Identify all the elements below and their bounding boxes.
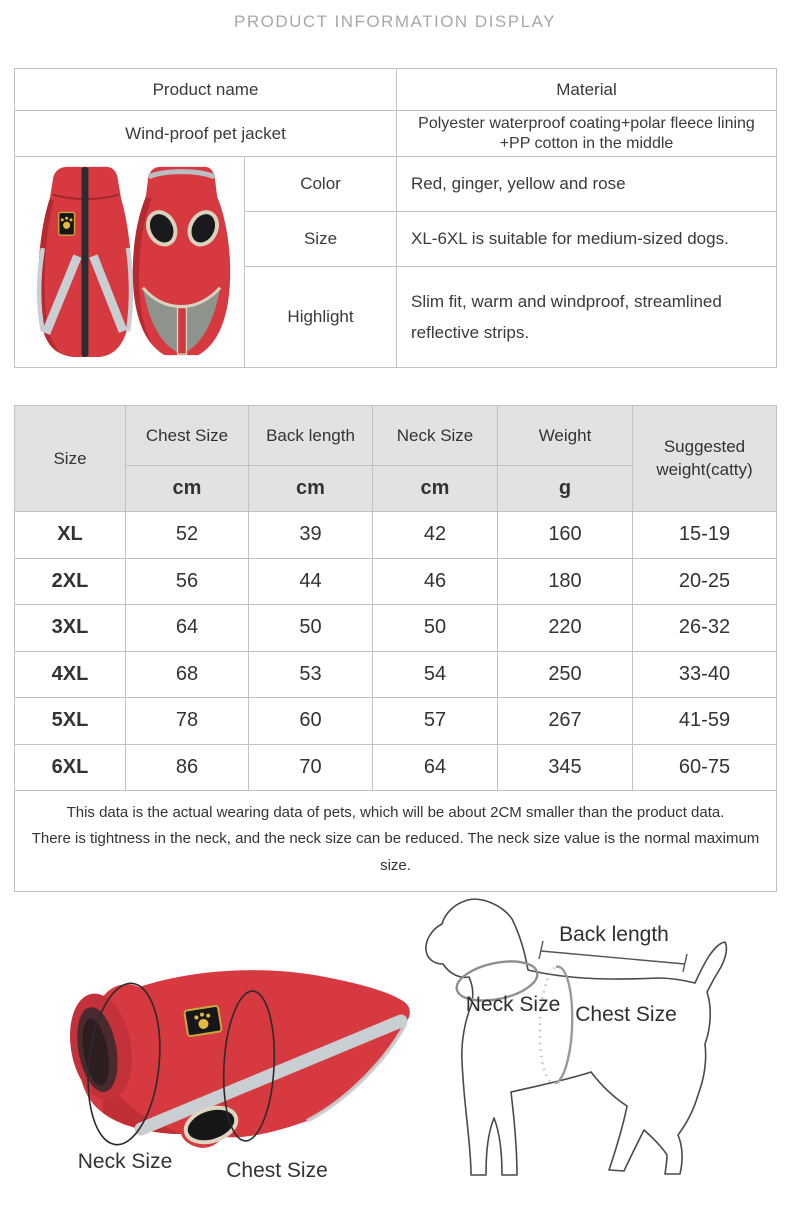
cell-suggested: 26-32 bbox=[633, 605, 777, 652]
product-photo-cell bbox=[15, 157, 245, 368]
cell-suggested: 33-40 bbox=[633, 651, 777, 698]
col-header-size: Size bbox=[15, 406, 126, 512]
cell-neck: 64 bbox=[373, 744, 498, 791]
size-row-2xl bbox=[15, 558, 777, 605]
cell-chest: 64 bbox=[126, 605, 249, 652]
jacket-front-view bbox=[132, 167, 229, 355]
size-chart-header-row bbox=[15, 406, 777, 466]
size-row-6xl bbox=[15, 744, 777, 791]
size-value: XL-6XL is suitable for medium-sized dogs. bbox=[397, 211, 777, 267]
dog-neck-size-label: Neck Size bbox=[465, 993, 561, 1016]
cell-neck: 54 bbox=[373, 651, 498, 698]
cell-suggested: 20-25 bbox=[633, 558, 777, 605]
cell-back: 70 bbox=[249, 744, 373, 791]
unit-cm: cm bbox=[373, 466, 498, 512]
cell-back: 50 bbox=[249, 605, 373, 652]
size-label: Size bbox=[245, 211, 397, 267]
dog-chest-ring-dotted bbox=[540, 967, 556, 1083]
note-line-2: There is tightness in the neck, and the neck size can be reduced. The neck size value is the normal maximum size. bbox=[31, 830, 760, 874]
cell-back: 60 bbox=[249, 698, 373, 745]
cell-weight: 180 bbox=[498, 558, 633, 605]
cell-back: 53 bbox=[249, 651, 373, 698]
product-photo bbox=[16, 157, 244, 362]
cell-suggested: 41-59 bbox=[633, 698, 777, 745]
info-value-row bbox=[15, 111, 777, 157]
cell-back: 39 bbox=[249, 512, 373, 559]
size-chart-table bbox=[14, 405, 777, 892]
cell-chest: 68 bbox=[126, 651, 249, 698]
cell-chest: 52 bbox=[126, 512, 249, 559]
size-row-4xl bbox=[15, 651, 777, 698]
cell-chest: 56 bbox=[126, 558, 249, 605]
cell-weight: 267 bbox=[498, 698, 633, 745]
size-chart-note bbox=[15, 791, 777, 892]
cell-weight: 250 bbox=[498, 651, 633, 698]
color-label: Color bbox=[245, 157, 397, 212]
highlight-value: Slim fit, warm and windproof, streamlined reflective strips. bbox=[397, 267, 777, 368]
product-name-value: Wind-proof pet jacket bbox=[15, 111, 397, 157]
cell-size: XL bbox=[15, 512, 126, 559]
zipper bbox=[81, 167, 88, 357]
cell-size: 5XL bbox=[15, 698, 126, 745]
dog-chest-ring bbox=[556, 967, 572, 1083]
material-value: Polyester waterproof coating+polar fleece lining +PP cotton in the middle bbox=[397, 111, 777, 157]
paw-logo-icon bbox=[184, 1006, 222, 1037]
cell-neck: 57 bbox=[373, 698, 498, 745]
info-header-row bbox=[15, 69, 777, 111]
cell-size: 3XL bbox=[15, 605, 126, 652]
col-header-back: Back length bbox=[249, 406, 373, 466]
size-row-xl bbox=[15, 512, 777, 559]
highlight-label: Highlight bbox=[245, 267, 397, 368]
note-line-1: This data is the actual wearing data of pets, which will be about 2CM smaller than the product data. bbox=[66, 804, 725, 821]
dog-chest-size-label: Chest Size bbox=[575, 1003, 677, 1026]
cell-size: 2XL bbox=[15, 558, 126, 605]
color-row bbox=[15, 157, 777, 212]
cell-neck: 50 bbox=[373, 605, 498, 652]
size-row-5xl bbox=[15, 698, 777, 745]
color-value: Red, ginger, yellow and rose bbox=[397, 157, 777, 212]
jacket-neck-size-label: Neck Size bbox=[77, 1150, 173, 1173]
dog-measurement-diagram bbox=[415, 885, 787, 1195]
unit-cm: cm bbox=[126, 466, 249, 512]
cell-chest: 78 bbox=[126, 698, 249, 745]
jacket-measurement-illustration bbox=[5, 935, 425, 1185]
cell-suggested: 60-75 bbox=[633, 744, 777, 791]
unit-cm: cm bbox=[249, 466, 373, 512]
cell-neck: 42 bbox=[373, 512, 498, 559]
note-row bbox=[15, 791, 777, 892]
cell-weight: 220 bbox=[498, 605, 633, 652]
product-name-header: Product name bbox=[15, 69, 397, 111]
cell-back: 44 bbox=[249, 558, 373, 605]
cell-chest: 86 bbox=[126, 744, 249, 791]
material-header: Material bbox=[397, 69, 777, 111]
col-header-weight: Weight bbox=[498, 406, 633, 466]
jacket-side-view bbox=[62, 970, 410, 1148]
cell-neck: 46 bbox=[373, 558, 498, 605]
col-header-suggested: Suggested weight(catty) bbox=[633, 406, 777, 512]
jacket-chest-size-label: Chest Size bbox=[226, 1159, 328, 1182]
col-header-chest: Chest Size bbox=[126, 406, 249, 466]
product-info-table bbox=[14, 68, 777, 368]
dog-back-length-label: Back length bbox=[559, 923, 669, 946]
jacket-back-view bbox=[38, 167, 131, 357]
paw-logo-icon bbox=[58, 212, 74, 235]
cell-size: 4XL bbox=[15, 651, 126, 698]
col-header-neck: Neck Size bbox=[373, 406, 498, 466]
size-row-3xl bbox=[15, 605, 777, 652]
cell-weight: 345 bbox=[498, 744, 633, 791]
unit-g: g bbox=[498, 466, 633, 512]
page-title: PRODUCT INFORMATION DISPLAY bbox=[234, 12, 556, 31]
cell-suggested: 15-19 bbox=[633, 512, 777, 559]
cell-weight: 160 bbox=[498, 512, 633, 559]
cell-size: 6XL bbox=[15, 744, 126, 791]
